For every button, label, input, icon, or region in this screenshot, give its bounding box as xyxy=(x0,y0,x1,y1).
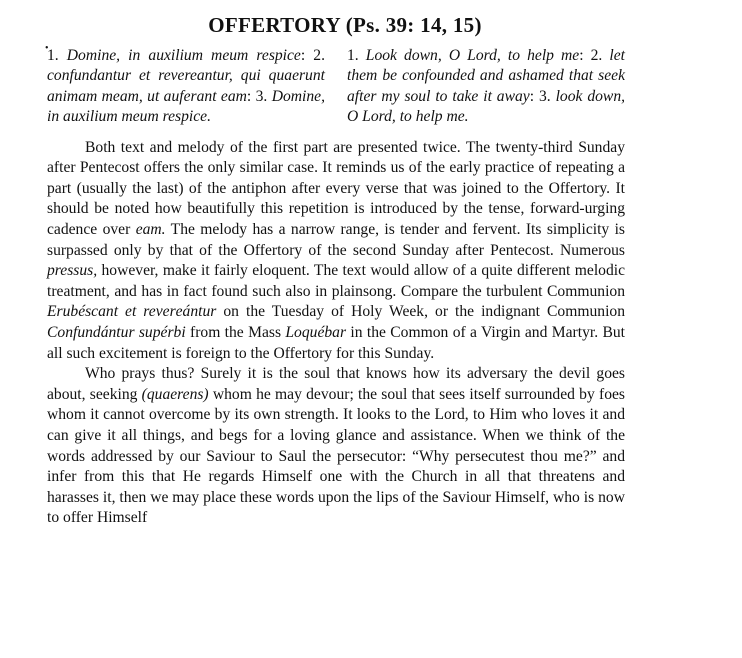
commentary-paragraph xyxy=(47,138,625,365)
text-columns xyxy=(45,43,626,128)
paragraph-text: however, make it fairly eloquent. The text would allow of a quite different melodic treatment, and has in fact found such also in plainsong. Compare the turbulent Communion xyxy=(47,262,625,300)
italic-term: eam. xyxy=(135,221,166,238)
page xyxy=(47,10,625,529)
paragraph-text: Both text and melody of the first part are presented twice. The twenty-third Sunday after Pentecost offers the only similar case. It reminds us of the early practice of repeating a part (usually the last) of the antiphon after every verse that was joined to the Offertory. It should be noted how beautifully this repetition is introduced by the tense, forward-urging cadence over xyxy=(47,138,625,238)
italic-term: pressus, xyxy=(47,262,98,280)
bullet-mark: • xyxy=(45,43,49,54)
latin-verse-number: 1. xyxy=(47,47,67,64)
italic-term: Erubéscant et reverеántur xyxy=(47,303,217,321)
paragraph-text: Who prays thus? Surely it is the soul that knows how its adversary the devil goes about, seeking xyxy=(47,365,625,403)
english-verse-number: 1. xyxy=(347,47,366,64)
english-verse-text: let them be confounded and ashamed that seek after my soul to take it away xyxy=(347,47,626,105)
paragraph-text: in the Common of a Virgin and Martyr. But all such excitement is foreign to the Offertory for this Sunday. xyxy=(47,323,625,362)
section-heading xyxy=(47,10,625,40)
latin-verse-text: confundantur et revereantur, qui quaerunt animam meam, ut auferant eam xyxy=(47,67,325,105)
paragraph-text: from the Mass xyxy=(185,323,286,341)
english-verse-text: look down, O Lord, to help me. xyxy=(347,87,626,126)
heading-title: OFFERTORY xyxy=(208,13,341,37)
italic-term: (quaerens) xyxy=(141,385,209,403)
paragraph-text: on the Tuesday of Holy Week, or the indignant Communion xyxy=(216,303,625,321)
commentary xyxy=(47,138,625,529)
paragraph-text: whom he may devour; the soul that sees itself surrounded by foes whom it cannot overcome by its own strength. It looks to the Lord, to Him who loves it and can give it all things, and begs for a loving glance and assistance. When we think of the words addressed by our Saviour to Saul the persecutor: “Why persecutest thou me?” and infer from this that He regards Himself one with the Church in all that threatens and harasses it, then we may place these words upon the lips of the Saviour Himself, who is now to offer Himself xyxy=(47,385,625,527)
english-verse-number: : 2. xyxy=(579,47,610,64)
commentary-paragraph xyxy=(47,364,625,529)
latin-verse-number: : 3. xyxy=(246,87,272,105)
latin-text-column xyxy=(45,43,325,128)
latin-verse-text: Domine, in auxilium meum respice. xyxy=(47,87,325,126)
english-verse-number: : 3. xyxy=(529,87,556,105)
latin-verse-text: Domine, in auxilium meum respice xyxy=(66,47,301,64)
english-verse-text: Look down, O Lord, to help me xyxy=(365,47,580,64)
paragraph-text: The melody has a narrow range, is tender and fervent. Its simplicity is surpassed only by that of the Offertory of the second Sunday after Pentecost. Numerous xyxy=(47,221,625,259)
latin-verse-number: : 2. xyxy=(300,47,325,64)
italic-term: Loquébar xyxy=(285,323,347,341)
english-text-column xyxy=(347,46,625,128)
heading-reference: (Ps. 39: 14, 15) xyxy=(345,13,482,37)
italic-term: Confundántur supérbi xyxy=(47,323,186,341)
